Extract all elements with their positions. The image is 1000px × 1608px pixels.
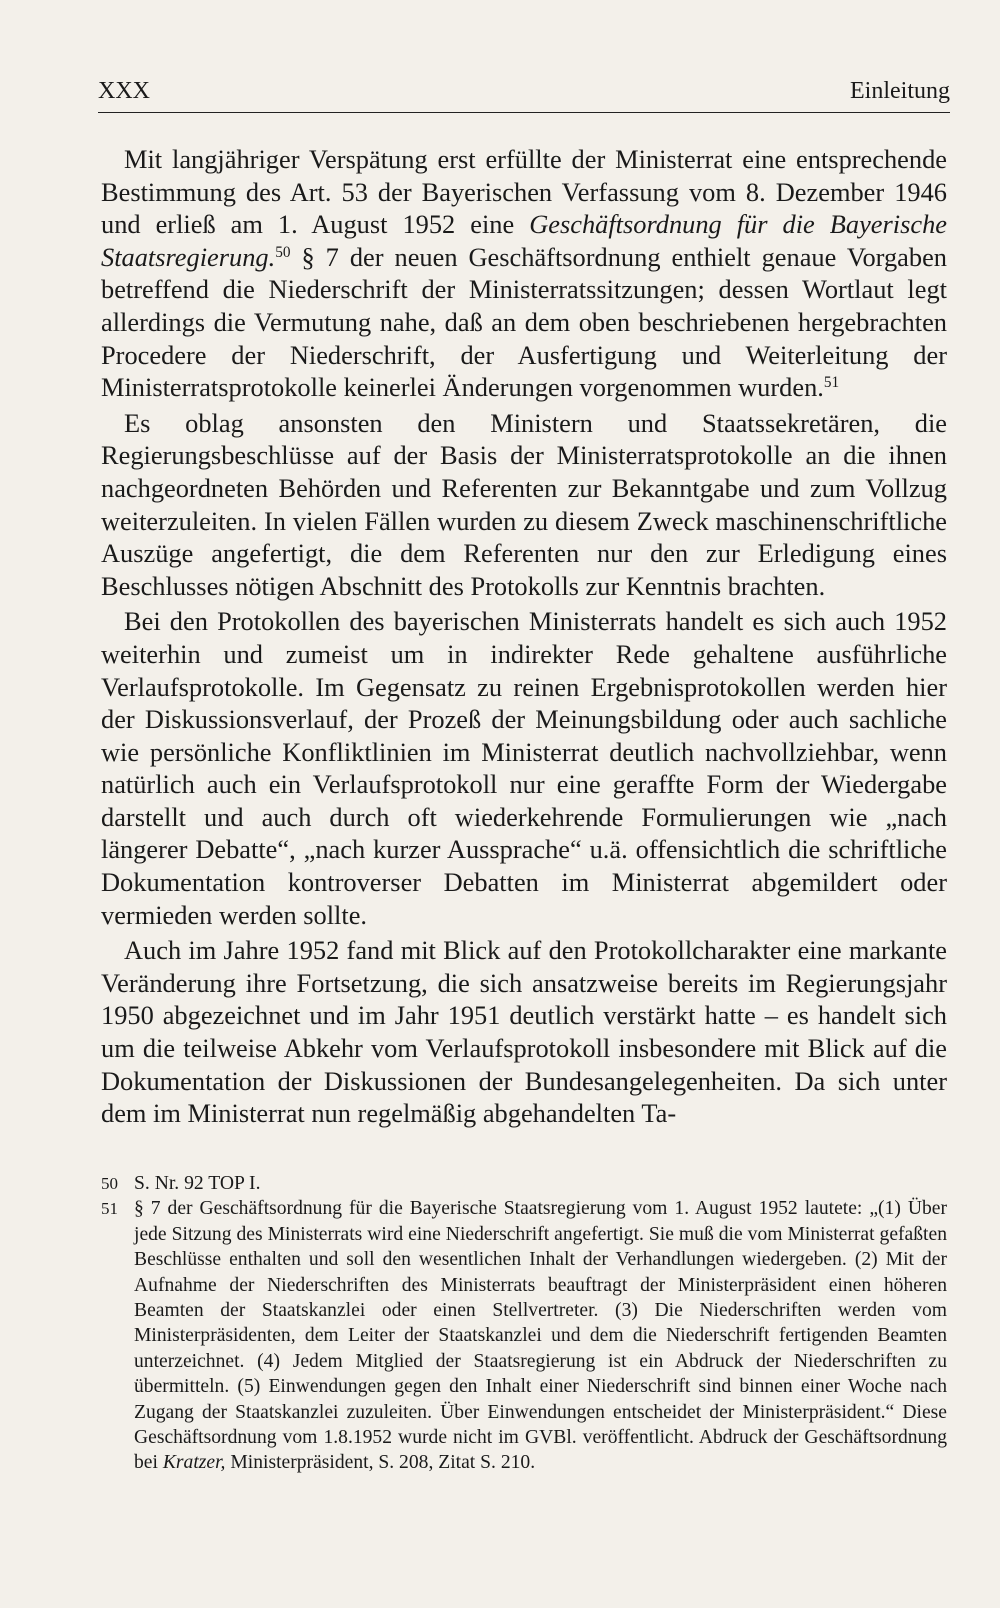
- running-title: Einleitung: [850, 78, 950, 104]
- paragraph: Auch im Jahre 1952 fand mit Blick auf den Protokollcharakter eine markante Veränderung ihre Fortsetzung, die sich ansatzweise bereits im Regierungsjahr 1950 abgezeichnet und im Jahr 1951 deutlich verstärkt hatte – es handelt sich um die teilweise Abkehr vom Verlaufsprotokoll insbesondere mit Blick auf die Dokumentation der Diskussionen der Bundesangelegenheiten. Da sich unter dem im Ministerrat nun regelmäßig abgehandelten Ta-: [101, 935, 947, 1129]
- header-rule: [98, 112, 950, 113]
- italic-title: Geschäftsordnung für die Bayerische Staatsregierung.: [101, 209, 947, 272]
- footnote-text-part: Ministerpräsident, S. 208, Zitat S. 210.: [225, 1452, 536, 1474]
- footnote-text-part: § 7 der Geschäftsordnung für die Bayerische Staatsregierung vom 1. August 1952 lautete: „(1) Über jede Sitzung des Ministerrats wird eine Niederschrift angefertigt. Sie muß die vom Ministerrat gefaßten Beschlüsse enthalten und soll den wesentlichen Inhalt der Verhandlungen wiedergeben. (2) Mit der Aufnahme der Niederschriften des Ministerrats beauftragt der Ministerpräsident einen höheren Beamten der Staatskanzlei oder einen Stellvertreter. (3) Die Niederschriften werden vom Ministerpräsidenten, dem Leiter der Staatskanzlei und dem die Niederschrift fertigenden Beamten unterzeichnet. (4) Jedem Mitglied der Staatsregierung ist ein Abdruck der Niederschriften zu übermitteln. (5) Einwendungen gegen den Inhalt einer Niederschrift sind binnen einer Woche nach Zugang der Staatskanzlei zuzuleiten. Über Einwendungen entscheidet der Ministerpräsident.“ Diese Geschäftsordnung vom 1.8.1952 wurde nicht im GVBl. veröffentlicht. Abdruck der Geschäftsordnung bei: [134, 1198, 947, 1474]
- paragraph: Es oblag ansonsten den Ministern und Staatssekretären, die Regierungsbeschlüsse auf der Basis der Ministerratsprotokolle an die ihnen nachgeordneten Behörden und Referenten zur Bekanntgabe und zum Vollzug weiterzuleiten. In vielen Fällen wurden zu diesem Zweck maschinenschriftliche Auszüge angefertigt, die dem Referenten nur den zur Erledigung eines Beschlusses nötigen Abschnitt des Protokolls zur Kenntnis brachten.: [101, 407, 947, 601]
- footnote-number: 50: [101, 1174, 118, 1193]
- footnote-text: [134, 1196, 947, 1475]
- footnotes: [101, 1171, 947, 1476]
- paragraph: Bei den Protokollen des bayerischen Ministerrats handelt es sich auch 1952 weiterhin und zumeist um in indirekter Rede gehaltene ausführliche Verlaufsprotokolle. Im Gegensatz zu reinen Ergebnisprotokollen werden hier der Diskussionsverlauf, der Prozeß der Meinungsbildung oder auch sachliche wie persönliche Konfliktlinien im Ministerrat deutlich nachvollziehbar, wenn natürlich auch ein Verlaufsprotokoll nur eine geraffte Form der Wiedergabe darstellt und auch durch oft wiederkehrende Formulierungen wie „nach längerer Debatte“, „nach kurzer Aussprache“ u.ä. offensichtlich die schriftliche Dokumentation kontroverser Debatten im Ministerrat abgemildert oder vermieden werden sollte.: [101, 606, 947, 930]
- paragraph: [101, 143, 947, 404]
- page-number: XXX: [98, 78, 150, 104]
- paragraph-text: Mit langjähriger Verspätung erst erfüllte der Ministerrat eine entsprechende Bestimmung des Art. 53 der Bayerischen Verfassung vom 8. Dezember 1946 und erließ am 1. August 1952 eine: [101, 144, 947, 240]
- running-header: [98, 78, 950, 105]
- footnote: [101, 1171, 947, 1196]
- paragraph-text: § 7 der neuen Geschäftsordnung enthielt genaue Vorgaben betreffend die Niederschrift der Ministerratssitzungen; dessen Wortlaut legt allerdings die Vermutung nahe, daß an dem oben beschriebenen hergebrachten Procedere der Niederschrift, der Ausfertigung und Weiterleitung der Ministerratsprotokolle keinerlei Änderungen vorgenommen wurden.: [101, 241, 947, 403]
- author-name: Kratzer,: [162, 1452, 226, 1474]
- footnote-text: S. Nr. 92 TOP I.: [134, 1173, 261, 1194]
- footnote-ref[interactable]: 50: [275, 243, 291, 261]
- footnote: [101, 1196, 947, 1475]
- main-text: [101, 143, 947, 1130]
- footnote-ref[interactable]: 51: [823, 373, 840, 391]
- footnote-number: 51: [101, 1199, 118, 1219]
